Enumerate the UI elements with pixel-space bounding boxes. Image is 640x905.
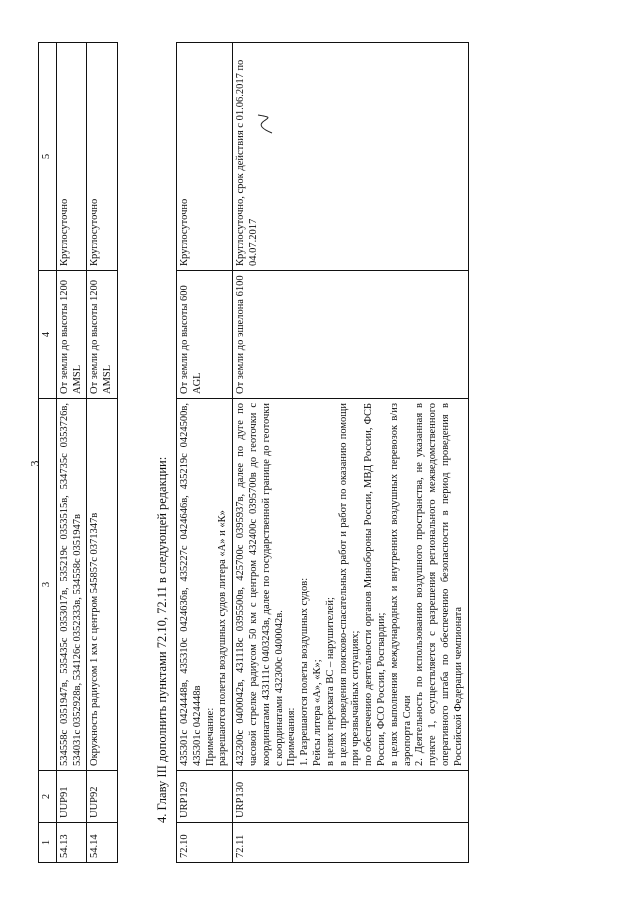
note-line: Рейсы литера «А», «К»; — [311, 659, 323, 766]
zone-code: UUP92 — [87, 771, 118, 823]
note-line: разрешаются полеты воздушных судов литера «А» и «К» — [217, 510, 229, 766]
note-line: 2. Деятельность по использованию воздушного пространства, не указанная в пункте 1, осуществляется с разрешения регионального межведомственного оперативного штаба по обеспечению безопасности в период проведения в Российской Федерации чемпионата — [414, 403, 464, 766]
note-line: в целях проведения поисково-спасательных работ и работ по оказанию помощи при чрезвычайных ситуациях; — [337, 403, 362, 766]
row-number: 72.11 — [233, 823, 468, 863]
page-number: 3 — [27, 460, 42, 467]
zone-code: UUP91 — [56, 771, 87, 823]
zone-code: URP130 — [233, 771, 468, 823]
airspace-table-top — [38, 42, 118, 863]
table-row — [233, 43, 468, 863]
column-header: 3 — [39, 399, 57, 771]
table-header-row — [39, 43, 57, 863]
zone-height: От земли до высоты 1200 AMSL — [56, 271, 87, 399]
column-header: 1 — [39, 823, 57, 863]
note-line: по обеспечению деятельности органов Минобороны России, МВД России, ФСБ России, ФСО России, Росгвардии; — [363, 403, 387, 766]
row-number: 54.14 — [87, 823, 118, 863]
zone-height: От земли до высоты 600 AGL — [177, 271, 233, 399]
note-line: 1. Разрешаются полеты воздушных судов: — [299, 577, 311, 766]
coords-line: 435301с 0424448в, 435310с 0424636в, 435227с 0424646в, 435219с 0424500в, 435301с 0424448в — [179, 403, 203, 766]
table-row — [87, 43, 118, 863]
zone-coordinates: Окружность радиусом 1 км с центром 545857с 0371347в — [87, 399, 118, 771]
table-row — [56, 43, 87, 863]
note-line: в целях выполнения международных и внутренних воздушных перевозок в/из аэропорта Сочи — [388, 403, 413, 766]
amendment-intro: 4. Главу III дополнить пунктами 72.10, 72.11 в следующей редакции: — [155, 456, 169, 823]
zone-time: Круглосуточно — [177, 43, 233, 271]
coords-line: 432300с 0400042в, 431118с 0395500в, 425700с 0395937в, далее по дуге по часовой стрелке радиусом 50 км с центром 432400с 0395700в до геоточки с координатами 433111с 0403243в, далее по государственной границе до геоточки с координатами 432300с 0400042в. — [235, 403, 285, 766]
zone-code: URP129 — [177, 771, 233, 823]
row-number: 54.13 — [56, 823, 87, 863]
handwritten-mark-icon — [254, 113, 276, 135]
note-line: в целях перехвата ВС – нарушителей; — [324, 597, 336, 766]
zone-coordinates: 534558с 0351947в, 535435с 0353017в, 535219с 0353515в, 534735с 0353726в, 534031с 0352928в, 534126с 0352333в, 534558с 0351947в — [56, 399, 87, 771]
zone-height: От земли до эшелона 6100 — [233, 271, 468, 399]
note-heading: Примечание: — [204, 707, 216, 766]
column-header: 4 — [39, 271, 57, 399]
airspace-table-bottom — [176, 42, 469, 863]
table-row — [177, 43, 233, 863]
zone-height: От земли до высоты 1200 AMSL — [87, 271, 118, 399]
zone-coordinates — [177, 399, 233, 771]
zone-coordinates — [233, 399, 468, 771]
column-header: 2 — [39, 771, 57, 823]
column-header: 5 — [39, 43, 57, 271]
zone-time: Круглосуточно, срок действия с 01.06.2017 по 04.07.2017 — [233, 43, 468, 271]
zone-time: Круглосуточно — [56, 43, 87, 271]
row-number: 72.10 — [177, 823, 233, 863]
note-heading: Примечания: — [286, 707, 298, 766]
zone-time: Круглосуточно — [87, 43, 118, 271]
